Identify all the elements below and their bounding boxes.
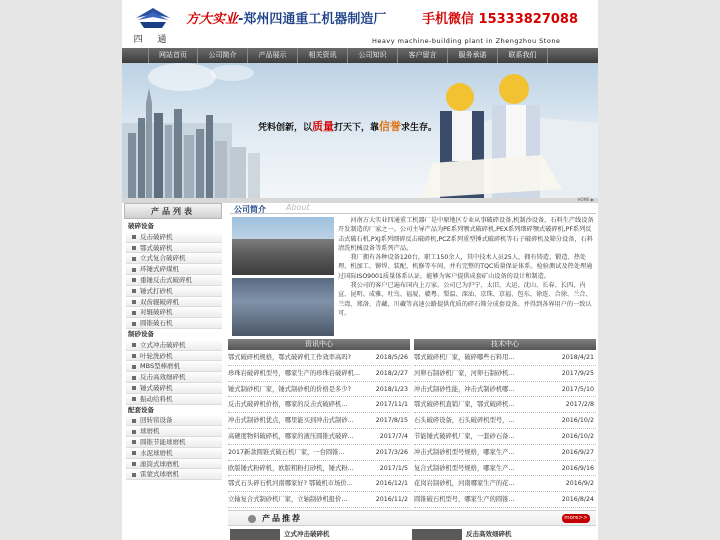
tech-date: 2017/9/25 xyxy=(561,369,594,377)
sidebar-item[interactable]: 锤式打砂机 xyxy=(126,286,222,297)
tech-title[interactable]: 花岗岩制砂机，河南哪家生产的花... xyxy=(414,480,515,488)
tech-title[interactable]: 冲击式制砂机型号规格，哪家生产... xyxy=(414,448,515,456)
nav-products[interactable]: 产品展示 xyxy=(248,48,298,63)
sidebar-item[interactable]: 球磨机 xyxy=(126,426,222,437)
sidebar xyxy=(122,203,226,540)
sidebar-item[interactable]: 回转窑设备 xyxy=(126,415,222,426)
sidebar-item[interactable]: 立式复合破碎机 xyxy=(126,253,222,264)
recommend-header xyxy=(228,510,596,526)
tech-title[interactable]: 冲击式制砂性能，冲击式制砂机哪... xyxy=(414,385,515,393)
category-sand-making[interactable]: 制砂设备 xyxy=(128,329,154,338)
tech-date: 2016/10/2 xyxy=(561,417,594,425)
page xyxy=(122,0,598,540)
recommend-icon xyxy=(248,515,256,523)
news-row[interactable] xyxy=(228,492,410,508)
tech-title[interactable]: 石头破碎设备，石头破碎机型号，... xyxy=(414,417,515,425)
news-date: 2016/12/1 xyxy=(375,480,408,488)
tech-title[interactable]: 河卵石制砂机厂家，河卵石制砂机... xyxy=(414,369,515,377)
tech-row[interactable] xyxy=(414,445,596,461)
nav-service[interactable]: 服务承诺 xyxy=(448,48,498,63)
sidebar-item[interactable]: 反击高效细碎机 xyxy=(126,372,222,383)
news-row[interactable] xyxy=(228,397,410,413)
banner-slogan-part3: 求生存。 xyxy=(401,123,438,133)
about-section xyxy=(230,203,598,337)
product-thumb[interactable] xyxy=(412,529,462,540)
news-center-title[interactable]: 资讯中心 xyxy=(228,339,410,350)
news-date: 2018/5/26 xyxy=(375,354,408,361)
category-crushing[interactable]: 破碎设备 xyxy=(128,222,154,230)
tech-row[interactable] xyxy=(414,366,596,382)
product-name[interactable]: 反击高效细碎机 xyxy=(466,530,512,538)
tech-date: 2016/9/27 xyxy=(561,448,594,456)
tech-title[interactable]: 节能锤式破碎机厂家，一套砂石备... xyxy=(414,432,515,440)
tech-row[interactable] xyxy=(414,429,596,445)
news-date: 2017/3/26 xyxy=(375,448,408,456)
tech-date: 2016/9/2 xyxy=(565,480,594,488)
news-row[interactable] xyxy=(228,429,410,445)
banner-slogan-part2: 打天下，靠 xyxy=(334,123,380,133)
about-paragraph: 我公司的客户已遍布国内上万家。公司已为沪宁、太旧、大运、沈山、长春、长四、内宣、昆明、成雅、吐鸟、福厦、赣粤、梨温、深汕、京珠、京福、包东、徐连、合徐、兰合、兰湾、郑洛、青藏、川藏等高速公路提供优质的碎石筛分成套设备。并得到各界用户的一致认可。 xyxy=(338,282,592,317)
product-thumb[interactable] xyxy=(230,529,280,540)
tech-row[interactable] xyxy=(414,382,596,398)
factory-photo xyxy=(232,217,334,275)
tech-title[interactable]: 鄂式破碎机直销厂家，鄂式破碎机... xyxy=(414,401,515,409)
tech-date: 2018/4/21 xyxy=(561,354,594,361)
about-header xyxy=(230,203,596,214)
news-row[interactable] xyxy=(228,350,410,366)
tech-row[interactable] xyxy=(414,492,596,508)
tech-date: 2016/10/2 xyxy=(561,432,594,440)
news-date: 2017/7/4 xyxy=(379,432,408,440)
about-paragraph: 我厂拥有各种设备120台，职工150余人，其中技术人员25人，拥有铸造、锻造、热处理、机加工、铆焊、装配、机修等车间，并有完整的TQC质量保证体系。检验测试及热处理通过国际ISO9001质量体系认证，能够为客户提供成套矿山设备的设计和制造。 xyxy=(338,254,593,280)
recommend-title: 产品推荐 xyxy=(262,514,302,523)
recommend-products xyxy=(228,527,596,540)
sidebar-item[interactable]: 重锤反击式破碎机 xyxy=(126,275,222,286)
tech-title[interactable]: 圆锥破石机型号，哪家生产的圆锥... xyxy=(414,496,515,504)
news-title[interactable]: 锤式制砂机厂家，锤式制砂机的价格是多少? xyxy=(228,385,351,393)
sidebar-title: 产品列表 xyxy=(124,203,222,219)
nav-knowledge[interactable]: 公司知识 xyxy=(348,48,398,63)
tech-row[interactable] xyxy=(414,461,596,477)
nav-guestbook[interactable]: 客户留言 xyxy=(398,48,448,63)
hero-banner xyxy=(122,63,598,198)
news-title[interactable]: 珍珠岩破碎机型号，哪家生产的珍珠岩破碎机... xyxy=(228,369,360,377)
news-date: 2017/8/15 xyxy=(375,417,408,425)
news-row[interactable] xyxy=(228,366,410,382)
helmet-left xyxy=(446,83,474,111)
brand-name: 方大实业 xyxy=(186,12,239,27)
header-slogan: Heavy machine-building plant in Zhengzhou Stone xyxy=(372,37,561,45)
news-title[interactable]: 鄂式石头碎石机河南哪家好? 鄂破机市场价... xyxy=(228,480,353,488)
tech-row[interactable] xyxy=(414,476,596,492)
banner-slogan xyxy=(258,118,437,134)
news-date: 2018/2/27 xyxy=(375,369,408,377)
nav-news[interactable]: 相关资讯 xyxy=(298,48,348,63)
sidebar-item[interactable]: 锤式破碎机 xyxy=(126,383,222,394)
nav-contact[interactable]: 联系我们 xyxy=(498,48,548,63)
sidebar-item[interactable]: 水泥球磨机 xyxy=(126,448,222,459)
tech-row[interactable] xyxy=(414,350,596,366)
about-paragraph: 河南方大实业四通重工机器厂是中原地区专业从事破碎设备,机制沙设备，石料生产线设备开发制造的厂家之一。公司主导产品为PE系列颚式破碎机,PEX系列细碎颚式破碎机,PF系列反击式破石机,PXJ系列细碎反击破碎机,PCZ系列重型锤式破碎机等石子破碎机及筛分设备，石料清洗机械设备等系列产品。 xyxy=(338,217,594,252)
home-link[interactable]: HOME ▶ xyxy=(577,197,594,202)
tech-center-title[interactable]: 技术中心 xyxy=(414,339,596,350)
about-text xyxy=(338,216,594,318)
sidebar-item[interactable]: 鄂式破碎机 xyxy=(126,243,222,254)
main-nav xyxy=(122,48,598,63)
news-date: 2016/11/2 xyxy=(375,496,408,504)
sidebar-item[interactable]: 振动给料机 xyxy=(126,394,222,405)
tech-date: 2016/9/16 xyxy=(561,464,594,472)
news-title[interactable]: 鄂式破碎机规格，鄂式破碎机工作效率高吗? xyxy=(228,354,351,361)
news-row[interactable] xyxy=(228,476,410,492)
sidebar-item[interactable]: 雷蒙式球磨机 xyxy=(126,469,222,480)
product-list xyxy=(126,221,222,480)
sidebar-item[interactable]: 滚筒式球磨机 xyxy=(126,459,222,470)
news-row[interactable] xyxy=(228,413,410,429)
banner-slogan-part1: 凭料创新，以 xyxy=(258,123,313,133)
tech-row[interactable] xyxy=(414,413,596,429)
news-row[interactable] xyxy=(228,382,410,398)
news-date: 2017/11/1 xyxy=(375,401,408,409)
logo[interactable] xyxy=(128,4,178,44)
news-row[interactable] xyxy=(228,445,410,461)
news-title[interactable]: 高硬度物料破碎机，哪家的液压圆锥式破碎... xyxy=(228,432,354,440)
brand-factory: -郑州四通重工机器制造厂 xyxy=(238,12,387,27)
header xyxy=(122,0,598,48)
sidebar-item[interactable]: 环锤式碎煤机 xyxy=(126,264,222,275)
category-auxiliary[interactable]: 配套设备 xyxy=(128,405,154,414)
sidebar-item[interactable]: MBS型棒磨机 xyxy=(126,361,222,372)
news-center xyxy=(228,339,410,509)
news-title[interactable]: 欧版锤式粉碎机，欧版粗粉打砂机，锤式粉... xyxy=(228,464,354,472)
sidebar-item[interactable]: 圆锥节能球磨机 xyxy=(126,437,222,448)
brand-title xyxy=(186,8,386,27)
more-button[interactable]: more>> xyxy=(562,514,590,523)
news-title[interactable]: 2017新款圆锥式破石机厂家，一台圆锥... xyxy=(228,448,345,456)
sidebar-item[interactable]: 立式冲击破碎机 xyxy=(126,340,222,351)
sidebar-item[interactable]: 圆锥破石机 xyxy=(126,318,222,329)
about-title-en: About xyxy=(286,203,310,212)
sidebar-item[interactable]: 叶轮洗砂机 xyxy=(126,351,222,362)
sidebar-item[interactable]: 反击破碎机 xyxy=(126,232,222,243)
about-title[interactable]: 公司简介 xyxy=(234,205,266,214)
product-name[interactable]: 立式冲击破碎机 xyxy=(284,530,330,538)
news-date: 2018/1/23 xyxy=(375,385,408,393)
tech-title[interactable]: 鄂式破碎机厂家，破碎哪些石料用... xyxy=(414,354,515,361)
tech-center xyxy=(414,339,596,509)
news-title[interactable]: 立轴复合式制砂机厂家，立轴制砂机报价... xyxy=(228,496,348,504)
ship-logo-icon xyxy=(134,6,172,30)
tech-title[interactable]: 复合式制砂机型号规格，哪家生产... xyxy=(414,464,515,472)
sidebar-item[interactable]: 对辊破碎机 xyxy=(126,307,222,318)
tech-date: 2016/8/24 xyxy=(561,496,594,504)
news-title[interactable]: 冲击式制砂机优点，哪里能买到冲击式制砂... xyxy=(228,417,354,425)
phone-number: 手机微信 15333827088 xyxy=(422,12,579,27)
news-date: 2017/1/5 xyxy=(379,464,408,472)
logo-text: 四 通 xyxy=(133,35,173,45)
banner-slogan-quality: 质量 xyxy=(312,120,335,133)
nav-home[interactable]: 网站首页 xyxy=(148,48,198,63)
news-title[interactable]: 反击式破碎机价格，哪家的反击式破碎机... xyxy=(228,401,348,409)
workshop-photo xyxy=(232,278,334,336)
banner-slogan-credit: 信誉 xyxy=(379,120,402,133)
tech-date: 2017/5/10 xyxy=(561,385,594,393)
news-row[interactable] xyxy=(228,461,410,477)
nav-about[interactable]: 公司简介 xyxy=(198,48,248,63)
tech-row[interactable] xyxy=(414,397,596,413)
tech-date: 2017/2/8 xyxy=(565,401,594,409)
sidebar-item[interactable]: 双齿辊破碎机 xyxy=(126,297,222,308)
